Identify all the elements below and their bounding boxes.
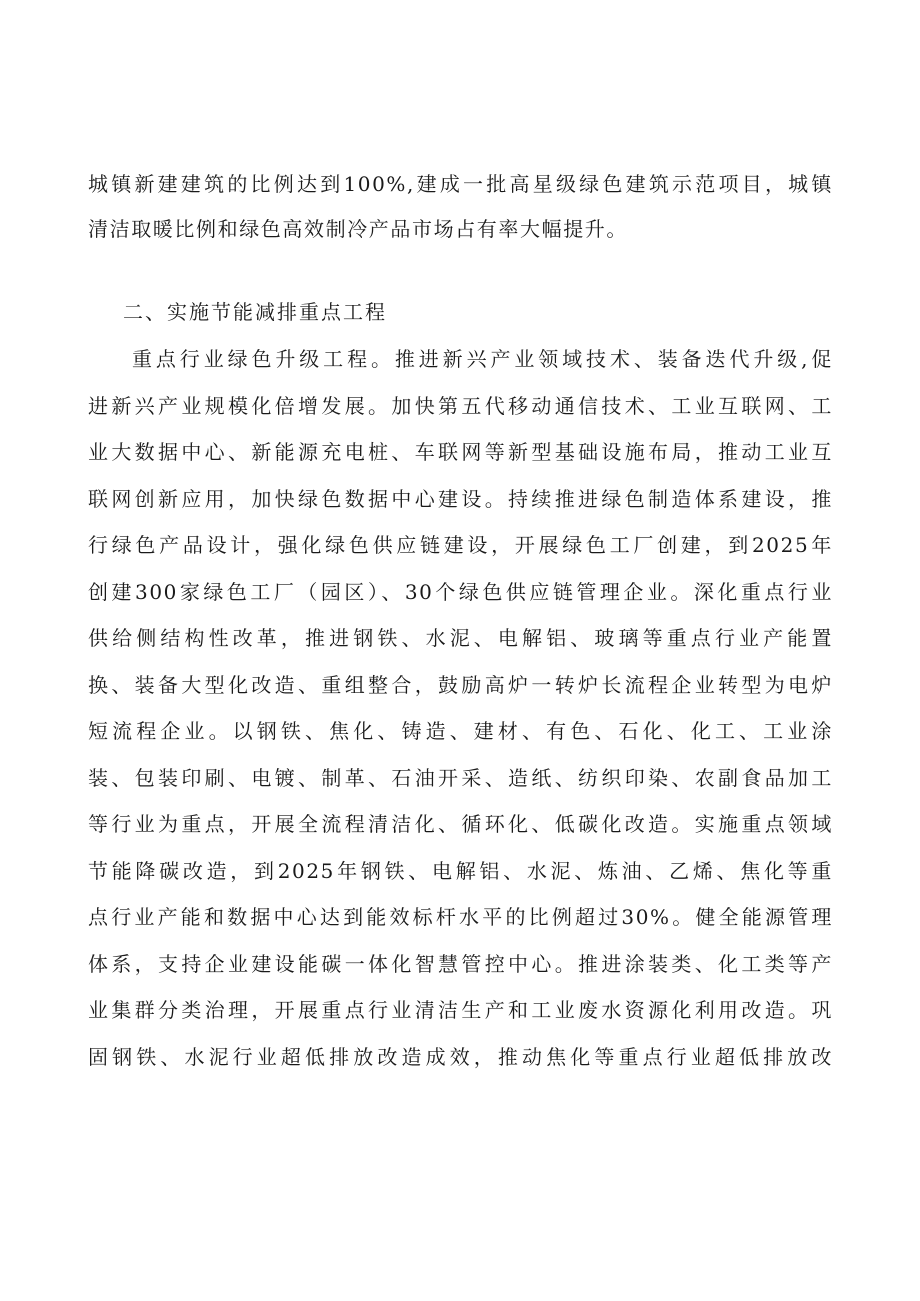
paragraph-line: 联网创新应用，加快绿色数据中心建设。持续推进绿色制造体系建设，推 — [88, 487, 833, 511]
paragraph-line: 短流程企业。以钢铁、焦化、铸造、建材、有色、石化、化工、工业涂 — [88, 719, 833, 743]
paragraph-line: 行绿色产品设计，强化绿色供应链建设，开展绿色工厂创建，到2025年 — [88, 533, 833, 557]
paragraph-first-line: 重点行业绿色升级工程。推进新兴产业领域技术、装备迭代升级,促 — [132, 347, 833, 371]
paragraph-line: 节能降碳改造，到2025年钢铁、电解铝、水泥、炼油、乙烯、焦化等重 — [88, 859, 833, 883]
paragraph-line: 城镇新建建筑的比例达到100%,建成一批高星级绿色建筑示范项目，城镇 — [88, 172, 833, 196]
paragraph-line: 进新兴产业规模化倍增发展。加快第五代移动通信技术、工业互联网、工 — [88, 394, 833, 418]
paragraph-line: 装、包装印刷、电镀、制革、石油开采、造纸、纺织印染、农副食品加工 — [88, 766, 833, 790]
paragraph-line: 等行业为重点，开展全流程清洁化、循环化、低碳化改造。实施重点领域 — [88, 812, 833, 836]
paragraph-line: 创建300家绿色工厂（园区）、30个绿色供应链管理企业。深化重点行业 — [88, 580, 833, 604]
paragraph-line: 供给侧结构性改革，推进钢铁、水泥、电解铝、玻璃等重点行业产能置 — [88, 626, 833, 650]
paragraph-line: 业集群分类治理，开展重点行业清洁生产和工业废水资源化利用改造。巩 — [88, 998, 833, 1022]
paragraph-line: 固钢铁、水泥行业超低排放改造成效，推动焦化等重点行业超低排放改 — [88, 1045, 833, 1069]
paragraph-line: 清洁取暖比例和绿色高效制冷产品市场占有率大幅提升。 — [88, 217, 628, 241]
paragraph-line: 业大数据中心、新能源充电桩、车联网等新型基础设施布局，推动工业互 — [88, 440, 833, 464]
paragraph-line: 点行业产能和数据中心达到能效标杆水平的比例超过30%。健全能源管理 — [88, 905, 833, 929]
section-heading: 二、实施节能减排重点工程 — [123, 300, 387, 324]
paragraph-line: 体系，支持企业建设能碳一体化智慧管控中心。推进涂装类、化工类等产 — [88, 952, 833, 976]
paragraph-line: 换、装备大型化改造、重组整合，鼓励高炉一转炉长流程企业转型为电炉 — [88, 673, 833, 697]
